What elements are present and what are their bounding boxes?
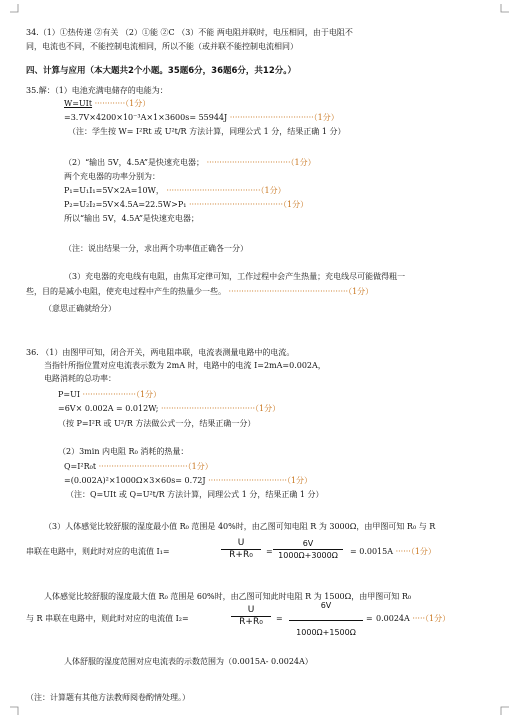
q36-q1: [64, 462, 213, 472]
fraction-u-over-r: [230, 605, 272, 628]
equals-sign: =: [366, 614, 373, 623]
q36-result-1: [350, 547, 436, 557]
q36-line2: 当指针所指位置对应电流表示数为 2mA 时，电路中的电流 I=2mA=0.002A，: [44, 361, 326, 370]
score-marker: ·······························（1分）: [208, 476, 313, 485]
score-marker: ···································（1分）: [98, 462, 213, 471]
formula-text: P₁=U₁I₁=5V×2A=10W，: [64, 186, 164, 195]
equals-sign: =: [276, 614, 283, 623]
fraction-denominator: 1000Ω+1500Ω: [296, 628, 356, 637]
q36-part4-line1: 人体感觉比较舒服的湿度最大值 R₀ 范围是 60%时，由乙图可知此时电阻 R 为 1500Ω，由甲图可知 R₀: [44, 592, 412, 601]
fraction-denominator: R+R₀: [239, 617, 263, 627]
crop-mark-icon: [497, 703, 509, 715]
formula-text: P=UI: [58, 390, 80, 399]
q36-range: 人体舒服的湿度范围对应电流表的示数范围为（0.0015A- 0.0024A）: [64, 657, 313, 666]
q35-note-3: （意思正确就给分）: [44, 304, 116, 313]
formula-text: Q=I²R₀t: [64, 462, 97, 471]
fraction-numerator: 6V: [320, 601, 332, 610]
q36-note-1: （按 P=I²R 或 U²/R 方法做公式一分，结果正确一分）: [58, 419, 256, 428]
formula-text: =3.7V×4200×10⁻³A×1×3600s= 55944J: [64, 113, 228, 122]
score-marker: ·····（1分）: [412, 614, 451, 623]
q35-part2-conclusion: 所以“输出 5V，4.5A”是快速充电器；: [64, 214, 199, 223]
fraction-denominator: R+R₀: [229, 550, 253, 560]
equals-sign: =: [266, 547, 273, 556]
q35-formula-2: [64, 113, 339, 123]
fraction-values: [288, 600, 364, 638]
score-marker: ············（1分）: [94, 99, 151, 108]
q36-result-2: [376, 614, 450, 624]
q36-q2: [64, 476, 312, 486]
q34-line1: 34.（1）①热传递 ②有关 （2）①能 ②C （3）不能 两电阻并联时，电压相同，由于电阻不: [26, 28, 353, 37]
q36-part3-line1: （3）人体感觉比较舒服的湿度最小值 R₀ 范围是 40%时，由乙图可知电阻 R 为 3000Ω，由甲图可知 R₀ 与 R: [44, 522, 436, 531]
q35-part2-sub: 两个充电器的功率分别为：: [64, 172, 160, 181]
q35-note-1: （注：学生按 W= I²Rt 或 U²t/R 方法计算，同理公式 1 分，结果正确 1 分）: [68, 127, 346, 136]
crop-mark-icon: [497, 4, 509, 16]
formula-text: =(0.002A)²×1000Ω×3×60s= 0.72J: [64, 476, 206, 485]
q36-part4-line2: 与 R 串联在电路中，则此时对应的电流值 I₂=: [26, 614, 189, 623]
fraction-values: [272, 538, 344, 561]
formula-text: =6V× 0.002A = 0.012W;: [58, 404, 159, 413]
part-title: （2）“输出 5V，4.5A”是快速充电器；: [64, 158, 205, 167]
q36-part2-title: （2）3min 内电阻 R₀ 消耗的热量：: [58, 447, 189, 456]
result-text: 0.0024A: [376, 614, 410, 623]
score-marker: ·····································（1分）: [160, 404, 281, 413]
q36-line1: 36. （1）由图甲可知，闭合开关，两电阻串联，电流表测量电路中的电流。: [26, 348, 295, 357]
fraction-u-over-r: [220, 538, 262, 561]
q35-part3-line2: [26, 287, 373, 297]
q35-p2: [64, 200, 308, 210]
q36-formula-2: [58, 404, 280, 414]
fraction-bar: [289, 620, 363, 621]
q36-part3-line2: 串联在电路中，则此时对应的电流值 I₁=: [26, 547, 170, 556]
fraction-numerator: U: [237, 538, 245, 548]
score-marker: ·····································（1分）: [188, 200, 309, 209]
footer-note: （注：计算题有其他方法教师阅卷酌情处理。）: [26, 693, 190, 702]
fraction-denominator: 1000Ω+3000Ω: [278, 551, 338, 560]
q35-part2-title: [64, 158, 316, 168]
q36-line3: 电路消耗的总功率：: [44, 374, 116, 383]
score-marker: ·································（1分）: [229, 113, 339, 122]
formula-text: P₂=U₂I₂=5V×4.5A=22.5W>P₁: [64, 200, 187, 209]
crop-mark-icon: [10, 703, 22, 715]
q35-intro: 35.解：（1）电池充满电储存的电能为：: [26, 86, 168, 95]
score-marker: ·····················（1分）: [82, 390, 162, 399]
q35-formula-1: [64, 99, 150, 109]
result-text: = 0.0015A: [350, 547, 394, 556]
q35-part3-line1: （3）充电器的充电线有电阻，由焦耳定律可知，工作过程中会产生热量；充电线尽可能做得粗一: [64, 272, 406, 281]
score-marker: ·································（1分）: [206, 158, 316, 167]
q35-note-2: （注：说出结果一分，求出两个功率值正确各一分）: [64, 244, 248, 253]
score-marker: ······（1分）: [395, 547, 436, 556]
q36-note-2: （注：Q=UIt 或 Q=U²t/R 方法计算，同理公式 1 分，结果正确 1 分）: [66, 490, 324, 499]
q36-formula-1: [58, 390, 161, 400]
score-marker: ·····································（1分）: [166, 186, 286, 195]
crop-mark-icon: [10, 4, 22, 16]
score-marker: ···············································（1分）: [228, 287, 374, 296]
answer-text: 些，目的是减小电阻，使充电过程中产生的热量少一些。: [26, 287, 226, 296]
q34-line2: 同，电流也不同，不能控制电流相同，所以不能（或并联不能控制电流相同）: [26, 42, 298, 51]
fraction-numerator: 6V: [302, 539, 314, 548]
section-heading: 四、计算与应用（本大题共2个小题。35题6分，36题6分，共12分。）: [26, 66, 296, 76]
fraction-numerator: U: [247, 605, 255, 615]
formula-text: W=UIt: [64, 99, 93, 108]
q35-p1: [64, 186, 286, 196]
